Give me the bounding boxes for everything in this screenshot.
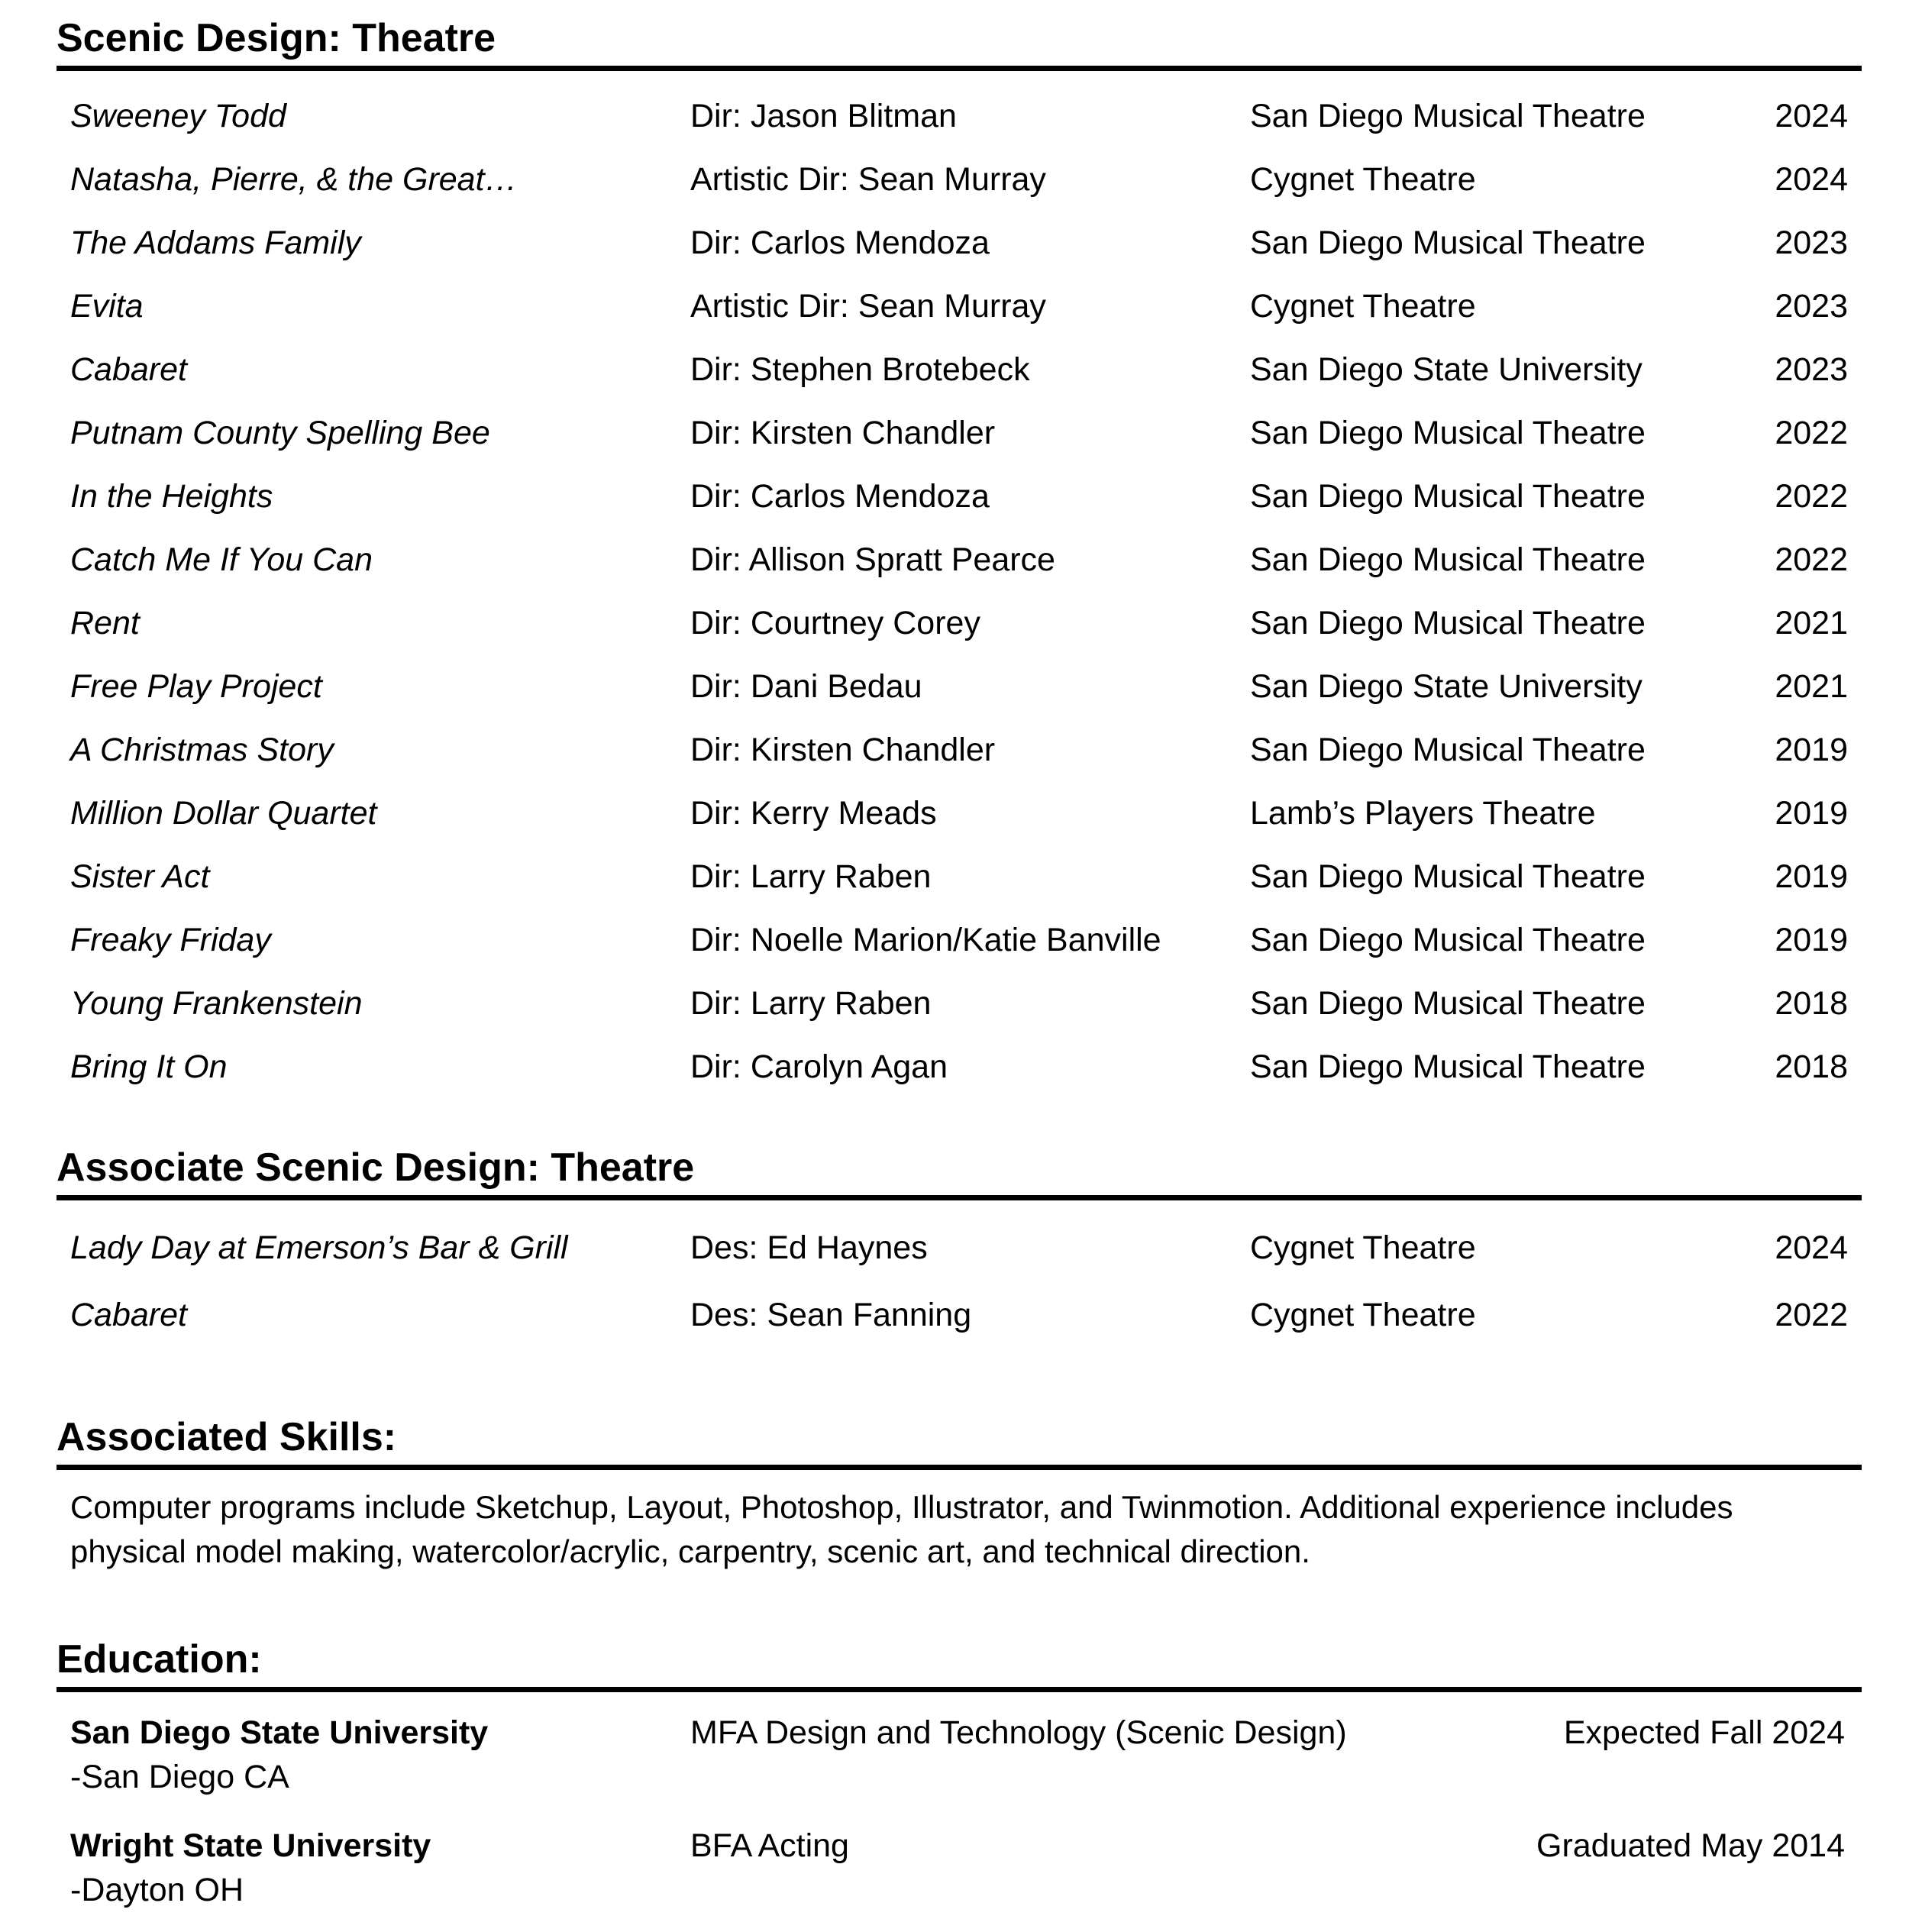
degree: BFA Acting xyxy=(690,1827,849,1864)
school-location: -San Diego CA xyxy=(70,1759,289,1795)
year: 2021 xyxy=(1775,668,1848,705)
director: Dir: Courtney Corey xyxy=(690,605,980,641)
year: 2021 xyxy=(1775,605,1848,641)
director: Dir: Noelle Marion/Katie Banville xyxy=(690,922,1161,958)
credit-row xyxy=(57,528,1862,592)
venue: Lamb’s Players Theatre xyxy=(1250,795,1596,832)
section-divider xyxy=(57,1687,1862,1692)
year: 2018 xyxy=(1775,1048,1848,1085)
director: Dir: Carlos Mendoza xyxy=(690,478,990,515)
venue: San Diego Musical Theatre xyxy=(1250,985,1646,1022)
year: 2023 xyxy=(1775,288,1848,325)
section-title: Scenic Design: Theatre xyxy=(57,16,496,60)
show-title: Evita xyxy=(70,288,144,325)
show-title: The Addams Family xyxy=(70,225,361,261)
show-title: Lady Day at Emerson’s Bar & Grill xyxy=(70,1229,568,1266)
year: 2018 xyxy=(1775,985,1848,1022)
year: 2024 xyxy=(1775,98,1848,134)
director: Artistic Dir: Sean Murray xyxy=(690,288,1046,325)
credit-row xyxy=(57,148,1862,212)
director: Dir: Allison Spratt Pearce xyxy=(690,541,1055,578)
associate-scenic-design-section xyxy=(57,1140,1862,1349)
show-title: Rent xyxy=(70,605,140,641)
venue: San Diego Musical Theatre xyxy=(1250,478,1646,515)
section-title: Associate Scenic Design: Theatre xyxy=(57,1145,695,1190)
education-entry xyxy=(57,1706,1862,1819)
education-entry xyxy=(57,1819,1862,1932)
year: 2019 xyxy=(1775,732,1848,768)
section-divider xyxy=(57,66,1862,71)
credits-list xyxy=(57,1214,1862,1349)
section-divider xyxy=(57,1195,1862,1200)
skills-description: Computer programs include Sketchup, Layout, Photoshop, Illustrator, and Twinmotion. Additional experience includes physical model making, watercolor/acrylic, carpentry, scenic art, and technical direction. xyxy=(70,1489,1733,1569)
year: 2019 xyxy=(1775,922,1848,958)
credit-row xyxy=(57,338,1862,402)
credit-row xyxy=(57,1035,1862,1099)
year: 2022 xyxy=(1775,541,1848,578)
show-title: Sweeney Todd xyxy=(70,98,286,134)
credit-row xyxy=(57,465,1862,528)
year: 2022 xyxy=(1775,478,1848,515)
designer: Des: Ed Haynes xyxy=(690,1229,928,1266)
designer: Des: Sean Fanning xyxy=(690,1297,972,1333)
show-title: Bring It On xyxy=(70,1048,228,1085)
show-title: Million Dollar Quartet xyxy=(70,795,377,832)
venue: San Diego Musical Theatre xyxy=(1250,922,1646,958)
show-title: Catch Me If You Can xyxy=(70,541,373,578)
show-title: Sister Act xyxy=(70,858,210,895)
director: Artistic Dir: Sean Murray xyxy=(690,161,1046,198)
director: Dir: Larry Raben xyxy=(690,858,932,895)
show-title: Freaky Friday xyxy=(70,922,271,958)
school-location: -Dayton OH xyxy=(70,1872,244,1908)
credit-row xyxy=(57,719,1862,782)
show-title: Young Frankenstein xyxy=(70,985,363,1022)
section-spacer xyxy=(57,1349,1862,1410)
education-section xyxy=(57,1632,1862,1932)
director: Dir: Kerry Meads xyxy=(690,795,937,832)
credit-row xyxy=(57,592,1862,655)
year: 2023 xyxy=(1775,225,1848,261)
director: Dir: Jason Blitman xyxy=(690,98,957,134)
director: Dir: Kirsten Chandler xyxy=(690,732,996,768)
credits-list xyxy=(57,85,1862,1099)
director: Dir: Larry Raben xyxy=(690,985,932,1022)
venue: San Diego Musical Theatre xyxy=(1250,1048,1646,1085)
venue: San Diego Musical Theatre xyxy=(1250,225,1646,261)
venue: San Diego Musical Theatre xyxy=(1250,858,1646,895)
resume-page xyxy=(57,11,1862,1932)
show-title: Cabaret xyxy=(70,351,187,388)
director: Dir: Stephen Brotebeck xyxy=(690,351,1030,388)
credit-row xyxy=(57,1281,1862,1349)
section-spacer xyxy=(57,1099,1862,1140)
credit-row xyxy=(57,402,1862,465)
venue: Cygnet Theatre xyxy=(1250,288,1476,325)
credit-row xyxy=(57,782,1862,845)
director: Dir: Dani Bedau xyxy=(690,668,922,705)
year: 2024 xyxy=(1775,1229,1848,1266)
show-title: In the Heights xyxy=(70,478,273,515)
venue: Cygnet Theatre xyxy=(1250,1297,1476,1333)
show-title: Cabaret xyxy=(70,1297,187,1333)
venue: Cygnet Theatre xyxy=(1250,161,1476,198)
credit-row xyxy=(57,212,1862,275)
credit-row xyxy=(57,1214,1862,1281)
show-title: A Christmas Story xyxy=(70,732,334,768)
graduation-date: Graduated May 2014 xyxy=(1536,1827,1845,1864)
venue: San Diego State University xyxy=(1250,668,1643,705)
show-title: Free Play Project xyxy=(70,668,322,705)
section-spacer xyxy=(57,1574,1862,1632)
venue: San Diego State University xyxy=(1250,351,1643,388)
degree: MFA Design and Technology (Scenic Design) xyxy=(690,1714,1347,1751)
year: 2023 xyxy=(1775,351,1848,388)
section-title: Education: xyxy=(57,1637,262,1682)
credit-row xyxy=(57,275,1862,338)
section-title: Associated Skills: xyxy=(57,1415,397,1459)
credit-row xyxy=(57,655,1862,719)
director: Dir: Carlos Mendoza xyxy=(690,225,990,261)
credit-row xyxy=(57,972,1862,1035)
scenic-design-section xyxy=(57,11,1862,1099)
year: 2022 xyxy=(1775,415,1848,451)
credit-row xyxy=(57,909,1862,972)
year: 2019 xyxy=(1775,858,1848,895)
school-name: Wright State University xyxy=(70,1827,431,1864)
year: 2022 xyxy=(1775,1297,1848,1333)
section-divider xyxy=(57,1465,1862,1470)
venue: San Diego Musical Theatre xyxy=(1250,605,1646,641)
year: 2024 xyxy=(1775,161,1848,198)
director: Dir: Kirsten Chandler xyxy=(690,415,996,451)
year: 2019 xyxy=(1775,795,1848,832)
venue: Cygnet Theatre xyxy=(1250,1229,1476,1266)
credit-row xyxy=(57,85,1862,148)
show-title: Putnam County Spelling Bee xyxy=(70,415,490,451)
venue: San Diego Musical Theatre xyxy=(1250,732,1646,768)
venue: San Diego Musical Theatre xyxy=(1250,541,1646,578)
associated-skills-section xyxy=(57,1410,1862,1574)
show-title: Natasha, Pierre, & the Great… xyxy=(70,161,518,198)
graduation-date: Expected Fall 2024 xyxy=(1563,1714,1845,1751)
venue: San Diego Musical Theatre xyxy=(1250,98,1646,134)
school-name: San Diego State University xyxy=(70,1714,489,1751)
director: Dir: Carolyn Agan xyxy=(690,1048,948,1085)
credit-row xyxy=(57,845,1862,909)
venue: San Diego Musical Theatre xyxy=(1250,415,1646,451)
